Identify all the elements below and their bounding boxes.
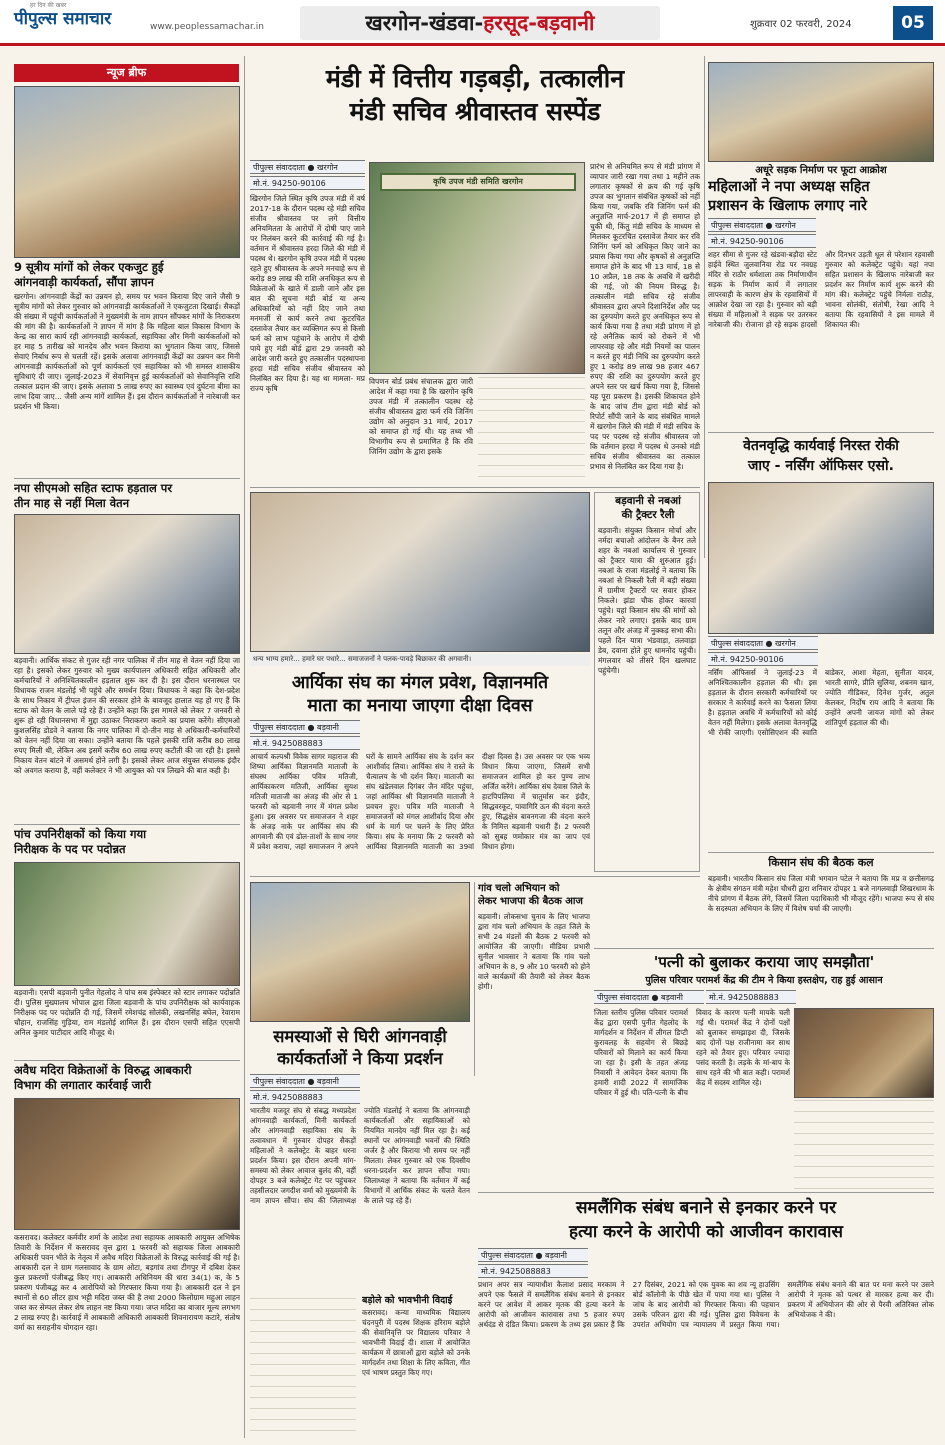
nursing-headline	[708, 436, 934, 476]
divider	[708, 432, 934, 433]
divider	[250, 876, 700, 877]
section-title-main: खरगोन-खंडवा-	[365, 11, 484, 35]
mandi-gate-photo	[369, 162, 585, 374]
patni-body-continued	[794, 1100, 934, 1190]
aryika-headline	[250, 672, 590, 718]
samasya-headline	[250, 1026, 470, 1070]
farewell-headline: बड़ोले को भावभीनी विदाई	[362, 1295, 453, 1306]
samasya-headline-line1: समस्याओं से घिरी आंगनवाड़ी	[273, 1027, 447, 1046]
page-number: 05	[893, 6, 933, 40]
patni-phone: मो.नं. 9425088883	[706, 990, 796, 1004]
samasya-body: भारतीय मजदूर संघ से संबद्ध मध्यप्रदेश आंगनवाड़ी कार्यकर्ता, मिनी कार्यकर्ता और आंगनवाड़ी सहायिका संघ के तत्वावधान में गुरुवार दोपहर सैकड़ों महिलाओं ने कलेक्ट्रेट के बाहर धरना प्रदर्शन किया। इस दौरान अपनी मांग-समस्या को लेकर आवाज बुलंद की, वहीं दोपहर 3 बजे कलेक्ट्रेट गेट पर पहुंचकर तहसीलदार जगदीश वर्मा को मुख्यमंत्री के नाम ज्ञापन सौंपा। संघ की जिलाध्यक्ष ज्योति मंडलोई ने बताया कि आंगनवाड़ी कार्यकर्ताओं और सहायिकाओं को नियमित मानदेय नहीं मिल रहा है। कई स्थानों पर आंगनवाड़ी भवनों की स्थिति जर्जर है और किराया भी समय पर नहीं मिलता। लेकर गुरुवार को एक दिवसीय धरना-प्रदर्शन कर ज्ञापन सौंपा गया। जिलाध्यक्ष ने बताया कि वर्तमान में कई विभागों में आर्थिक संकट के चलते वेतन के लाले पड़ रहे हैं।	[250, 1106, 470, 1205]
cmo-strike-headline-line1: नपा सीएमओ सहित स्टाफ हड़ताल पर	[14, 481, 173, 495]
cmo-strike-headline	[14, 481, 240, 511]
aryika-headline-line2: माता का मनाया जाएगा दीक्षा दिवस	[307, 696, 533, 716]
si-promotion-headline	[14, 827, 240, 857]
liquor-raid-headline-line2: विभाग की लगातार कार्रवाई जारी	[14, 1078, 151, 1092]
section-title-accent: हरसूद-बड़वानी	[483, 11, 595, 35]
lead-headline-line2: मंडी सचिव श्रीवास्तव सस्पेंड	[349, 97, 601, 126]
road-body: शहर सीमा से गुजर रहे खंडवा-बड़ौदा स्टेट हाईवे स्थित जुलवानिया रोड पर नवग्रह मंदिर से राठौर धर्मशाला तक निर्माणाधीन सड़क के निर्माण कार्य में लगातार लापरवाही के कारण क्षेत्र के रहवासियों में आक्रोश देखा जा रहा है। गुरुवार को बड़ी संख्या में महिलाओं ने सड़क पर उतरकर नारेबाजी की। रोजाना हो रहे सड़क हादसों और दिनभर उड़ती धूल से परेशान रहवासी गुरुवार को कलेक्ट्रेट पहुंचे। यहां नपा सहित प्रशासन के खिलाफ नारेबाजी कर प्रदर्शन कर निर्माण कार्य शुरू करने की मांग की। कलेक्ट्रेट पहुंचे निर्मला राठौड़, भावना सोलंकी, संतोषी, रेखा आदि ने बताया कि रहवासियों ने इस मामले में शिकायत की।	[708, 250, 934, 329]
cmo-strike-body: बड़वानी। आर्थिक संकट से गुजर रही नगर पालिका में तीन माह से वेतन नहीं दिया जा रहा है। इसको लेकर गुरुवार को मुख्य कार्यपालन अधिकारी सहित अधिकारी और कर्मचारियों ने अनिश्चितकालीन हड़ताल शुरू कर दी है। इस दौरान धरनास्थल पर विधायक राजन मंडलोई भी पहुंचे और समर्थन दिया। विधायक ने कहा कि देश-प्रदेश के साथ निकाय में ट्रीपल इंजन की सरकार होने के बावजूद हालात यह हो गए हैं कि स्टाफ को वेतन के लाले पड़े रहे हैं। उन्होंने कहा कि इस मामले को लेकर 7 जनवरी से शुरू हो रही विधानसभा में मुद्दा उठाकर निराकरण कराने का प्रयास करेंगे। सीएमओ कुशलसिंह डोडवे ने बताया कि नगर पालिका में दो-तीन माह से अधिकारी-कर्मचारियों को वेतन नहीं दिया जा सका। उन्होंने बताया कि पहले इसकी राशि करीब 80 लाख रुपए मिली थी, लेकिन अब इसमें करीब 60 लाख रुपए कटौती की जा रही है। इससे निकाय वेतन बांटने में असमर्थ होने लगी है। इसको लेकर आज संयुक्त संचालक इंदौर को अवगत कराया है, वहीं कलेक्टर ने भी आयुक्त को पत्र लिखने की बात कही है।	[14, 656, 240, 775]
nursing-headline-line1: वेतनवृद्धि कार्यवाई निरस्त रोकी	[743, 438, 899, 454]
lead-byline: पीपुल्स संवाददाता ● खरगोन	[250, 160, 365, 174]
patni-byline: पीपुल्स संवाददाता ● बड़वानी	[594, 990, 704, 1004]
road-byline: पीपुल्स संवाददाता ● खरगोन	[708, 218, 816, 232]
samasya-byline: पीपुल्स संवाददाता ● बड़वानी	[250, 1074, 360, 1088]
life-sentence-phone: मो.नं. 9425088883	[478, 1264, 588, 1278]
tractor-rally-headline	[598, 494, 698, 522]
nursing-byline: पीपुल्स संवाददाता ● खरगोन	[708, 636, 818, 650]
newspaper-logo: पीपुल्स समाचार	[14, 9, 112, 29]
logo-tagline: हर दिन की खबर	[30, 2, 67, 9]
cmo-strike-photo	[14, 514, 240, 654]
lead-headline-line1: मंडी में वित्तीय गड़बड़ी, तत्कालीन	[325, 64, 625, 93]
aryika-photo-caption: धन्य भाग्य हमारे... हमारे घर पधारे... समाजजनों ने पलक-पावड़े बिछाकर की अगवानी।	[250, 654, 590, 666]
lead-headline	[250, 62, 700, 128]
divider	[14, 824, 240, 825]
patni-body: जिला स्तरीय पुलिस परिवार परामर्श केंद्र द्वारा एसपी पुनीत गेहलोद के मार्गदर्शन व निर्देशन में लीगल डिप्टी कुरावलह के सहयोग से बिछड़े परिवारों को मिलाने का कार्य किया जा रहा है। इसी के तहत अंजड़ निवासी ने आवेदन देकर बताया कि हमारी शादी 2022 में सामाजिक परिवार में हुई थी। पति-पत्नी के बीच विवाद के कारण पत्नी मायके चली गई थी। परामर्श केंद्र ने दोनों पक्षों को बुलाकर समझाइश दी, जिसके बाद दोनों पक्ष राजीनामा कर साथ रहने को तैयार हुए। परिवार ज्यादा पसंद करती है। लड़के के मां-बाप के साथ रहने की भी बात कही। परामर्श केंद्र में सदस्य शामिल रहे।	[594, 1008, 790, 1097]
life-sentence-headline-line2: हत्या करने के आरोपी को आजीवन कारावास	[569, 1222, 843, 1242]
si-promotion-headline-line2: निरीक्षक के पद पर पदोन्नत	[14, 842, 126, 856]
life-sentence-headline	[478, 1196, 934, 1244]
masthead	[0, 0, 945, 46]
mandi-gate-sign: कृषि उपज मंडी समिति खरगोन	[380, 173, 576, 191]
divider	[478, 1192, 934, 1193]
aryika-phone: मो.नं. 9425088883	[250, 736, 360, 750]
farewell-body: कसरावद। कन्या माध्यमिक विद्यालय चंदनपुरी में पदस्थ शिक्षक हरिराम बड़ोले की सेवानिवृत्ति पर विद्यालय परिवार ने भावभीनी विदाई दी। शाला में आयोजित कार्यक्रम में छात्राओं द्वारा बड़ोले को उनके मार्गदर्शन तथा शिक्षा के लिए कविता, गीत एवं भाषण प्रस्तुत किए गए।	[362, 1308, 470, 1377]
women-protest-photo	[708, 62, 934, 162]
cmo-strike-headline-line2: तीन माह से नहीं मिला वेतन	[14, 496, 130, 510]
divider	[14, 1060, 240, 1061]
liquor-raid-headline-line1: अवैध मदिरा विक्रेताओं के विरुद्ध आबकारी	[14, 1063, 192, 1077]
nursing-body: नर्सिंग ऑफिसर्स ने जुलाई-23 में अनिश्चितकालीन हड़ताल की थी। इस हड़ताल के दौरान सरकारी कर्मचारियों पर सरकार ने कार्रवाई करने का फैसला लिया है। हड़ताल अवधि में कर्मचारियों को कोई वेतन नहीं मिलेगा। इसके अलावा वेतनवृद्धि भी रोकी जाएगी। एसोसिएशन की स्वाति बाडेकर, आशा मेहता, सुनीता यादव, भारती सागरे, प्रीति सुलिया, शबनम खान, ज्योति गीडिकर, दिनेश गुर्जर, अतुल केलकर, निर्दोष राय आदि ने बताया कि उन्होंने अपनी जायज मांगों को लेकर शांतिपूर्ण हड़ताल की थी।	[708, 668, 934, 737]
liquor-raid-headline	[14, 1063, 240, 1093]
gaon-chalo-body: बड़वानी। लोकसभा चुनाव के लिए भाजपा द्वारा गांव चलो अभियान के तहत जिले के सभी 24 मंडलों की बैठक 2 फरवरी को आयोजित की जाएगी। मीडिया प्रभारी सुनील भावसार ने बताया कि गांव चलो अभियान के 8, 9 और 10 फरवरी को होने वाले कार्यक्रमों की तैयारी को लेकर बैठक होगी।	[478, 912, 590, 991]
road-headline	[708, 178, 934, 216]
patni-subheadline: पुलिस परिवार परामर्श केंद्र की टीम ने किया हस्तक्षेप, राह हुई आसान	[645, 975, 883, 986]
lead-phone: मो.नं. 94250-90106	[250, 176, 365, 190]
tractor-rally-headline-line2: की ट्रैक्टर रैली	[621, 509, 675, 521]
anganwadi-protest-photo	[250, 882, 470, 1022]
gaon-chalo-headline-line1: गांव चलो अभियान को	[478, 883, 560, 894]
divider	[14, 478, 240, 479]
tractor-rally-headline-line1: बड़वानी से नबआं	[615, 495, 681, 507]
counseling-photo	[794, 1008, 934, 1098]
anganwadi-headline-line2: आंगनवाड़ी कार्यकर्ता, सौंपा ज्ञापन	[14, 275, 154, 289]
samasya-phone: मो.नं. 9425088883	[250, 1090, 360, 1104]
samasya-headline-line2: कार्यकर्ताओं ने किया प्रदर्शन	[277, 1049, 443, 1068]
life-sentence-body: प्रधान अपर सत्र न्यायाधीश कैलाश प्रसाद मरकाम ने अपने एक फैसले में समलैंगिक संबंध बनाने से इनकार करने पर आवेश में आकर मृतक की हत्या करने के आरोपी को आजीवन कारावास तथा 5 हजार रुपए अर्थदंड से दंडित किया। प्रकरण के तथ्य इस प्रकार हैं कि 27 दिसंबर, 2021 को एक युवक का शव न्यू हाउसिंग बोर्ड कॉलोनी के पीछे खेत में पाया गया था। पुलिस ने जांच के बाद आरोपी को गिरफ्तार किया। की पहचान उसके परिजन द्वारा की गई। पुलिस द्वारा विवेचना के उपरांत अभियोग पत्र न्यायालय में प्रस्तुत किया गया। समलैंगिक संबंध बनाने की बात पर मना करने पर उसने आरोपी ने मृतक को पत्थर से मारकर हत्या कर दी। प्रकरण में अभियोजन की ओर से पैरवी अतिरिक्त लोक अभियोजक ने की।	[478, 1280, 934, 1329]
divider	[708, 852, 934, 853]
liquor-raid-photo	[14, 1098, 240, 1230]
column-divider	[244, 56, 245, 1438]
samasya-body-continued	[250, 1298, 356, 1438]
aryika-body: आचार्य कल्पश्री विवेक सागर महाराज की शिष्या आर्यिका विज्ञानमति माताजी के संघस्थ आर्यिका पवित्र मतिजी, आर्यिकाकरण मतिजी, आर्यिका सुयश मतिजी माताजी का अंजड़ की ओर से 1 फरवरी को बड़वानी नगर में मंगल प्रवेश हुआ। इस अवसर पर समाजजन ने शहर के अंजड़ नाके पर आर्यिका संघ की आगवानी की एवं ढोल-ताशों के साथ नगर में प्रवेश कराया, जहां समाजजन ने अपने घरों के सामने आर्यिका संघ के दर्शन कर आशीर्वाद लिया। आर्यिका संघ ने रास्ते के चैत्यालय के भी दर्शन किए। माताजी का संघ खंडेलवाल दिगंबर जैन मंदिर पहुंचा, जहां आर्यिका श्री विज्ञानमति माताजी ने प्रवचन हुए। पवित्र मति माताजी ने समाजजनों को मंगल आशीर्वाद दिया और धर्म के मार्ग पर चलने के लिए प्रेरित किया। संघ के मनाया कि 2 फरवरी को आर्यिका विज्ञानमति माताजी का 39वां दीक्षा दिवस है। उस अवसर पर एक भव्य विधान किया जाएगा, जिसमें सभी समाजजन शामिल हो कर पुण्य लाभ अर्जित करेंगे। आर्यिका संघ देवास जिले के हाटपिपलिया में चातुर्मास कर इंदौर, सिद्धवरकूट, पावागिरि ऊन की वंदना करते हुए, सिद्धक्षेत्र बावनगजा की वंदना करने के निमित्त बड़वानी पधारी हैं। 2 फरवरी को सुबह णमोकार मंत्र का जाप एवं विधान होगा।	[250, 752, 590, 851]
lead-body-col3: प्रारंभ से अनियमित रूप से मंडी प्रांगण में व्यापार जारी रखा गया तथा 1 महीने तक लगातार कृषकों से क्रय की गई कृषि उपज का भुगतान संबंधित कृषकों को नहीं किया गया, जबकि रवि जिनिंग फर्म की अनुज्ञप्ति मार्च-2017 में ही समाप्त हो चुकी थी, किंतु मंडी सचिव के माध्यम से मिलकर कूटरचित दस्तावेज तैयार कर रवि जिनिंग फर्म को अधिकृत किए जाने का प्रयास किया गया और कृषकों से अनुज्ञप्ति समाप्त होने के बाद भी 13 मार्च, 18 से 10 अप्रैल, 18 तक के अवधि में खरीदी की गई, जो की नियम विरुद्ध है। तत्कालीन मंडी सचिव रहे संजीव श्रीवास्तव द्वारा अपने दिशानिर्देश और पद का दुरुपयोग करते हुए अनधिकृत रूप से कार्य किया गया है तथा मंडी प्रांगण में हो रहे अनैतिक कार्य को रोकने में भी लापरवाह रहे और मंडी नियमों का पालन न करते हुए मंडी निधि का दुरुपयोग करते हुए 1 करोड़ 89 लाख 98 हजार 467 रुपए की राशि का दुरुपयोग करते हुए अपने स्तर पर खर्च किया गया है, जिससे यह पूरा प्रकरण है। इसकी शिकायत होने के बाद जांच टीम द्वारा मंडी बोर्ड को रिपोर्ट सौंपी जाने के बाद संबंधित मामले में खरगोन जिले की मंडी में मंडी सचिव के पद पर पदस्थ रहे संजीव श्रीवास्तव जो कि वर्तमान हरदा में पदस्थ थे उनको मंडी सचिव संजीव श्रीवास्तव का तत्काल प्रभाव से निलंबित कर दिया गया है।	[590, 162, 700, 471]
kisan-body: बड़वानी। भारतीय किसान संघ जिला मंत्री भगवान पटेल ने बताया कि मप्र व छत्तीसगढ़ के क्षेत्रीय संगठन मंत्री महेश चौधरी द्वारा शनिवार दोपहर 1 बजे नागलवाड़ी शिखरधाम के नीचे प्रांगण में बैठक लेंगे, जिसमें जिला पदाधिकारी भी मौजूद रहेंगे। भाजपा रूप से संघ के सदस्यता अभियान के लिए में विशेष चर्चा की जाएगी।	[708, 874, 934, 913]
column-divider	[474, 882, 475, 1076]
divider	[594, 948, 934, 949]
anganwadi-story-body: खरगोन। आंगनवाड़ी केंद्रों का उन्नयन हो, समय पर भवन किराया दिए जाने जैसी 9 सूत्रीय मांगों को लेकर गुरुवार को आंगनवाड़ी कार्यकर्ताओं ने एकजुटता दिखाई। सैकड़ों की संख्या में पहुंची कार्यकर्ताओं ने मुख्यमंत्री के नाम ज्ञापन सौंपकर मांगों के निराकरण की मांग की है। कार्यकर्ताओं ने ज्ञापन में मांग है कि महिला बाल विकास विभाग के केन्द्र का सारा कार्य रही आंगनवाड़ी कार्यकर्ता, सहायिका और मिनी कार्यकर्ताओं को हर माह 5 तारीख को मानदेय और भवन किराया का भुगतान किया जाए, जिससे सेवाएं निर्बाध रूप से चलती रहें। इसके अलावा आंगनवाड़ी केंद्रों का उन्नयन कर मिनी आंगनवाड़ी कार्यकर्ताओं को पूर्ण कार्यकर्ता एवं सहायिका को भी समस्त शासकीय सुविधाएं दी जाए। जुलाई-2023 में सेवानिवृत्त हुई कार्यकर्ताओं को सेवानिवृत्ति राशि तत्काल प्रदान की जाए। इसके अलावा 5 लाख रुपए का स्वास्थ्य एवं दुर्घटना बीमा का लाभ दिया जाए... जैसी अन्य मांगें शामिल हैं। इस दौरान कार्यकर्ताओं ने नारेबाजी कर प्रदर्शन भी किया।	[14, 292, 240, 411]
si-promotion-headline-line1: पांच उपनिरीक्षकों को किया गया	[14, 827, 147, 841]
lead-body-col2: विपणन बोर्ड प्रबंध संचालक द्वारा जारी आदेश में कहा गया है कि खरगोन कृषि उपज मंडी में तत्कालीन पदस्थ रहे संजीव श्रीवास्तव द्वारा फर्म रवि जिनिंग उद्योग को अनुदान 31 मार्च, 2017 को समाप्त हो गई थी। यह तथ्य भी विभागीय रूप से प्रमाणित है कि रवि जिनिंग उद्योग के द्वारा इसके	[369, 377, 473, 456]
si-promotion-body: बड़वानी। एसपी बड़वानी पुनीत गेहलोद ने पांच सब इंस्पेक्टर को स्टार लगाकर पदोन्नति दी। पुलिस मुख्यालय भोपाल द्वारा जिला बड़वानी के पांच उपनिरीक्षक को कार्यवाहक निरीक्षक पद पर पदोन्नति दी गई, जिसमें रमेशचंद्र सोलंकी, लखनसिंह बघेल, रेवाराम चौहान, राजसिंह गुड़िया, राम मंडलोई शामिल हैं। इस दौरान एसपी सहित एएसपी अनिल कुमार पाटीदार आदि मौजूद थे।	[14, 988, 240, 1037]
si-promotion-photo	[14, 862, 240, 986]
anganwadi-memorandum-photo	[14, 86, 240, 258]
life-sentence-headline-line1: समलैंगिक संबंध बनाने से इनकार करने पर	[575, 1198, 837, 1218]
tractor-rally-body: बड़वानी। संयुक्त किसान मोर्चा और नर्मदा बचाओ आंदोलन के बैनर तले शहर के नबआं कार्यालय से गुरुवार को ट्रैक्टर यात्रा की शुरुआत हुई। नबआं के राजा मंडलोई ने बताया कि नबआं से निकली रैली में बड़ी संख्या में ग्रामीण ट्रैक्टरों पर सवार होकर निकले। झंडा चौक होकर कारवां पहुंचे। यहां किसान संघ की मांगों को लेकर नारे लगाए। इसके बाद ग्राम तलून और अंजड़ में नुक्कड़ सभा की। पहले दिन यात्रा भंडवाड़ा, तलवाड़ा डेब, दवाना होते हुए धामनोद पहुंची। मंगलवार को तीसरे दिन खलघाट पहुंचेगी।	[598, 526, 696, 675]
aryika-procession-photo	[250, 492, 590, 652]
issue-date: शुक्रवार 02 फरवरी, 2024	[750, 19, 852, 30]
road-headline-line1: महिलाओं ने नपा अध्यक्ष सहित	[708, 179, 870, 195]
news-brief-label: न्यूज ब्रीफ	[14, 64, 239, 82]
lead-body-col1: खिरगोन जिले स्थित कृषि उपज मंडी में वर्ष 2017-18 के दौरान पदस्थ रहे मंडी सचिव संजीव श्रीवास्तव पर लगे वित्तीय अनियमितता के आरोपों में दोषी पाए जाने पर निलंबन करने की कार्रवाई की गई है। वर्तमान में श्रीवास्तव हरदा जिले की मंडी में पदस्थ थे। खरगोन कृषि उपज मंडी में पदस्थ रहते हुए श्रीवास्तव के अपने मनचाहे रूप से करोड़ 89 लाख की राशि अनधिकृत रूप से विक्रेताओं के खाते में डाली जाने और इस बात की सूचना मंडी बोर्ड या अन्य अधिकारियों को नहीं दिए जाने तथा मनमर्जी से कार्य करने तथा कूटरचित दस्तावेज तैयार कर व्यक्तिगत रूप से किसी फर्म को लाभ पहुंचाने के आरोप में दोषी पाये हुए मंडी बोर्ड द्वारा 29 जनवरी को आदेश जारी करते हुए तत्कालीन पदस्थापना हरदा मंडी सचिव संजीव श्रीवास्तव को निलंबित कर दिया है। यह था मामला- मप्र राज्य कृषि	[250, 194, 365, 393]
anganwadi-story-headline	[14, 260, 240, 290]
kisan-headline: किसान संघ की बैठक कल	[768, 856, 874, 869]
site-url[interactable]: www.peoplessamachar.in	[150, 22, 264, 32]
divider	[250, 487, 700, 488]
section-title	[300, 6, 660, 40]
road-phone: मो.नं. 94250-90106	[708, 234, 816, 248]
aryika-byline: पीपुल्स संवाददाता ● बड़वानी	[250, 720, 360, 734]
road-kicker: अधूरे सड़क निर्माण पर फूटा आक्रोश	[755, 165, 887, 176]
liquor-raid-body: कसरावद। कलेक्टर कर्मवीर शर्मा के आदेश तथा सहायक आबकारी आयुक्त अभिषेक तिवारी के निर्देशन में कसरावद वृत्त द्वारा 1 फरवरी को सहायक जिला आबकारी अधिकारी पवन भीते के नेतृत्व में अवैध मदिरा विक्रेताओं के विरुद्ध कार्रवाई की गई है। आबकारी दल ने ग्राम गलसावाद के ग्राम ओटा, बड़गांव तथा टीगपुर में दबिश देकर कुल प्रकरणों पंजीबद्ध किए गए। आबकारी अधिनियम की धारा 34(1) क, के 5 प्रकरण पंजीबद्ध कर 4 आरोपियों को गिरफ्तार किया गया है। आबकारी दल ने इन स्थानों से 60 लीटर हाथ भट्टी मदिरा जब्त की है तथा 2000 किलोग्राम महुआ लाहन जब्त कर सेम्पल लेकर शेष लाहन नष्ट किया गया। जप्त मदिरा का बाजार मूल्य लगभग 2 लाख रुपए है। कार्रवाई में आबकारी अधिकारी आबकारी शिवनारायण कटारे, संतोष वर्मा का सराहनीय योगदान रहा।	[14, 1233, 240, 1332]
road-headline-line2: प्रशासन के खिलाफ लगाए नारे	[708, 198, 867, 214]
lead-body-col3a	[478, 377, 585, 483]
gaon-chalo-headline-line2: लेकर भाजपा की बैठक आज	[478, 896, 583, 907]
nursing-officers-photo	[708, 482, 934, 634]
life-sentence-byline: पीपुल्स संवाददाता ● बड़वानी	[478, 1248, 588, 1262]
gaon-chalo-headline	[478, 882, 590, 908]
aryika-headline-line1: आर्यिका संघ का मंगल प्रवेश, विज्ञानमति	[291, 673, 549, 693]
nursing-headline-line2: जाए - नर्सिंग ऑफिसर एसो.	[748, 458, 894, 474]
column-divider	[704, 56, 705, 558]
nursing-phone: मो.नं. 94250-90106	[708, 652, 818, 666]
patni-headline: 'पत्नी को बुलाकर कराया जाए समझौता'	[653, 953, 875, 971]
anganwadi-headline-line1: 9 सूत्रीय मांगों को लेकर एकजुट हुई	[14, 260, 164, 274]
